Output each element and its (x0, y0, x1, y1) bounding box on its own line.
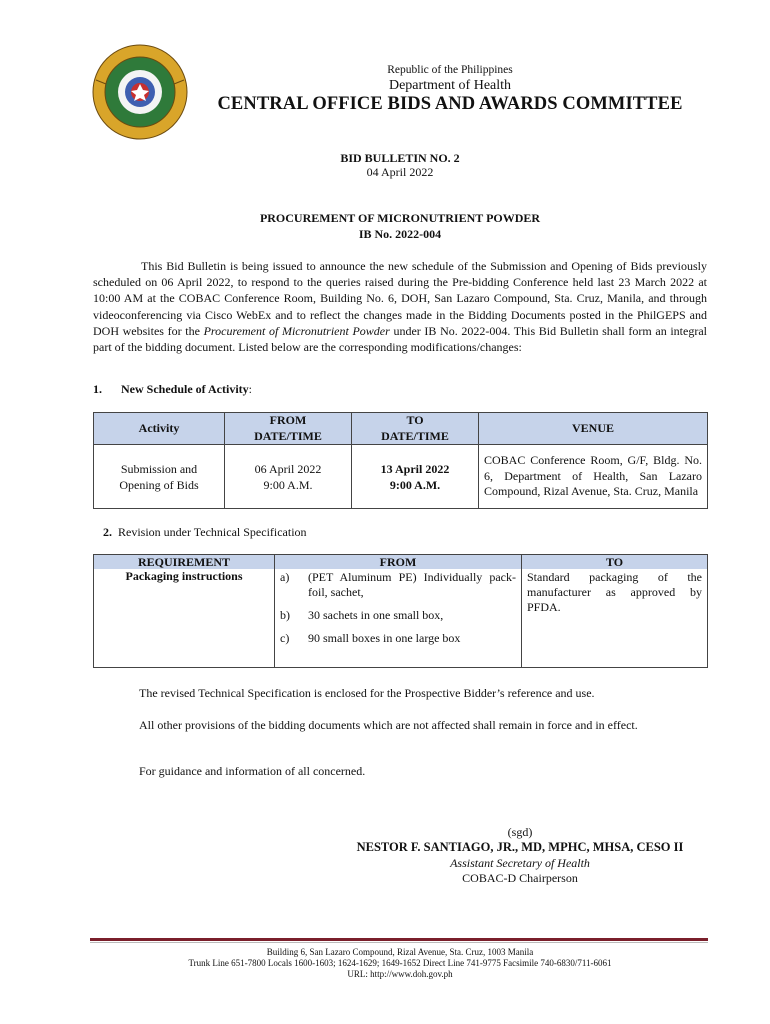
closing-paragraph-2: All other provisions of the bidding documents which are not affected shall remain in force and in effect. (139, 718, 638, 732)
footer-url: URL: http://www.doh.gov.ph (347, 969, 453, 979)
header-to-2: DATE/TIME (352, 429, 479, 445)
activity-line-1: Submission and (120, 461, 198, 476)
list-item (280, 608, 516, 623)
committee-title: CENTRAL OFFICE BIDS AND AWARDS COMMITTEE (217, 94, 683, 114)
revision-table (93, 554, 708, 668)
from-list-cell (275, 569, 522, 667)
republic-line: Republic of the Philippines (387, 64, 513, 76)
closing-paragraph-3: For guidance and information of all concerned. (139, 764, 366, 778)
from-time: 9:00 A.M. (263, 477, 313, 492)
list-marker: a) (280, 570, 290, 584)
intro-paragraph (93, 258, 707, 355)
to-cell: Standard packaging of the manufacturer as approved by PFDA. (522, 569, 708, 667)
header-to: TO (522, 555, 708, 570)
closing-paragraph-1: The revised Technical Specification is enclosed for the Prospective Bidder’s reference and use. (139, 686, 595, 700)
procurement-title: PROCUREMENT OF MICRONUTRIENT POWDER (259, 211, 541, 225)
footer-rule (90, 938, 708, 941)
list-text: 30 sachets in one small box, (308, 608, 444, 622)
section-1-title: New Schedule of Activity (121, 382, 249, 396)
table-row (94, 445, 708, 509)
section-2-number: 2. (103, 525, 112, 539)
list-marker: c) (280, 631, 290, 645)
to-cell (352, 445, 479, 509)
list-item (280, 631, 516, 646)
schedule-table (93, 412, 708, 509)
footer-rule-thin (90, 942, 708, 943)
header-from-2: DATE/TIME (225, 429, 352, 445)
section-1-colon: : (248, 382, 252, 396)
footer-address: Building 6, San Lazaro Compound, Rizal Avenue, Sta. Cruz, 1003 Manila (266, 947, 534, 957)
venue-cell: COBAC Conference Room, G/F, Bldg. No. 6, Department of Health, San Lazaro Compound, Rizal Avenue, Sta. Cruz, Manila (479, 445, 708, 509)
section-2-title: Revision under Technical Specification (118, 525, 307, 539)
header-requirement: REQUIREMENT (94, 555, 275, 570)
department-line: Department of Health (388, 78, 512, 93)
list-marker: b) (280, 608, 290, 622)
header-venue: VENUE (479, 413, 708, 445)
table-row (94, 569, 708, 667)
list-text: (PET Aluminum PE) Individually pack-foil, sachet, (308, 570, 516, 599)
from-date: 06 April 2022 (254, 461, 322, 476)
header-activity: Activity (94, 413, 225, 445)
signatory-role: COBAC-D Chairperson (462, 871, 578, 885)
header-from: FROM (275, 555, 522, 570)
header-to-1: TO (352, 413, 479, 429)
to-date: 13 April 2022 (380, 461, 450, 476)
intro-italic: Procurement of Micronutrient Powder (203, 323, 390, 338)
signature-sgd: (sgd) (507, 825, 533, 839)
footer-phones: Trunk Line 651-7800 Locals 1600-1603; 1624-1629; 1649-1652 Direct Line 741-9775 Facsimile 740-6830/711-6061 (188, 958, 612, 968)
header-from-1: FROM (225, 413, 352, 429)
from-list (280, 570, 516, 646)
list-text: 90 small boxes in one large box (308, 631, 461, 645)
ib-number: IB No. 2022-004 (358, 227, 442, 241)
intro-text-b: under IB No. 2022-004. This Bid Bulletin shall form an integral part of the bidding document. Listed below are the corresponding modifications/changes: (93, 323, 707, 355)
doh-seal-logo (92, 44, 188, 140)
section-2-heading (103, 525, 307, 540)
list-item (280, 570, 516, 600)
bulletin-number: BID BULLETIN NO. 2 (340, 151, 460, 165)
bulletin-date: 04 April 2022 (366, 165, 434, 179)
requirement-cell: Packaging instructions (94, 569, 275, 667)
section-1-number: 1. (93, 382, 102, 396)
signatory-name: NESTOR F. SANTIAGO, JR., MD, MPHC, MHSA, CESO II (356, 840, 684, 854)
activity-line-2: Opening of Bids (119, 477, 199, 492)
to-time: 9:00 A.M. (389, 477, 441, 492)
from-cell (225, 445, 352, 509)
activity-cell (94, 445, 225, 509)
signatory-title: Assistant Secretary of Health (450, 856, 590, 870)
section-1-heading (93, 382, 252, 397)
intro-text-a: This Bid Bulletin is being issued to announce the new schedule of the Submission and Opening of Bids previously scheduled on 06 April 2022, to respond to the queries raised during the Pre-bidding Conference held last 23 March 2022 at 10:00 AM at the COBAC Conference Room, Building No. 6, DOH, San Lazaro Compound, Sta. Cruz, Manila, and through videoconferencing via Cisco WebEx and to reflect the changes made in the Bidding Documents posted in the PhilGEPS and DOH websites for the (93, 259, 707, 338)
